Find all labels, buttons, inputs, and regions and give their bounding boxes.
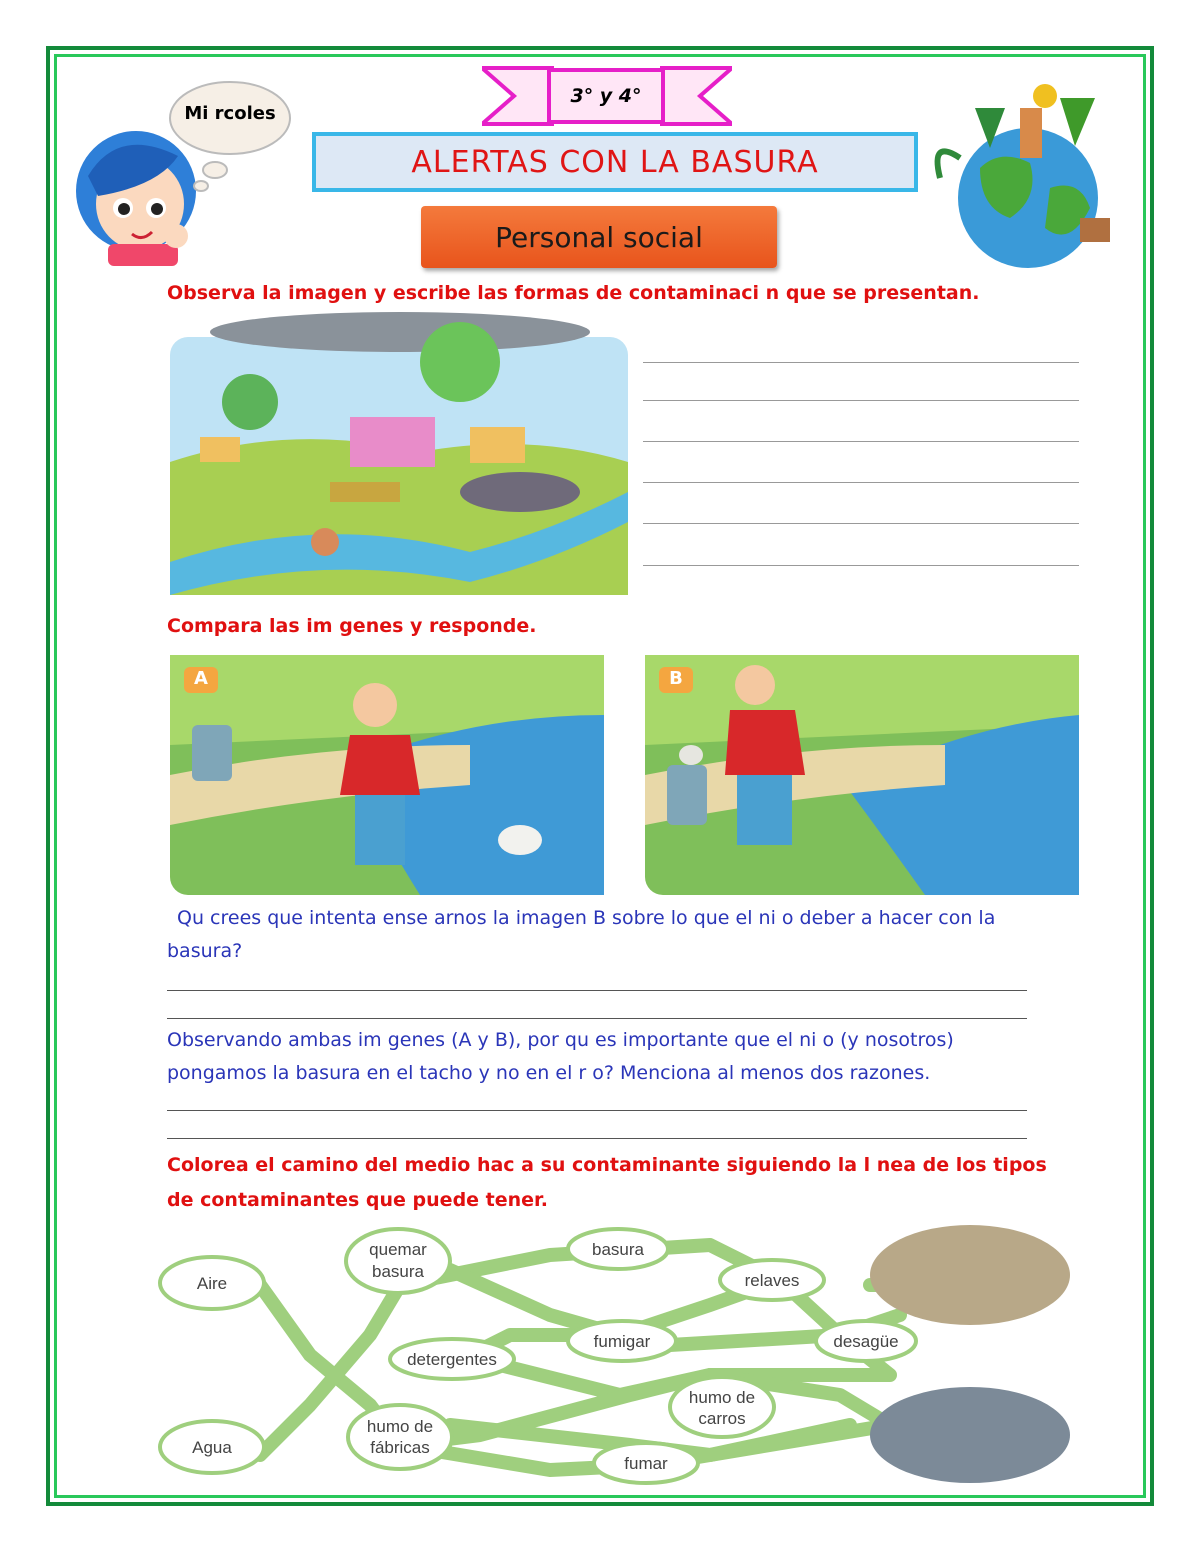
answer-line-5[interactable] [643, 523, 1079, 524]
thought-bubble [165, 78, 295, 198]
node-desague: desagüe [833, 1332, 899, 1351]
node-agua: Agua [192, 1438, 232, 1457]
pollutant-maze[interactable] [150, 1225, 1080, 1490]
grade-tag: 3° y 4° [547, 68, 665, 124]
factory-smoke-photo [870, 1387, 1070, 1483]
node-humo-carros-line1: humo de [688, 1388, 756, 1407]
answer-line-q2-b[interactable] [167, 1138, 1027, 1139]
answer-line-q1-b[interactable] [167, 1018, 1027, 1019]
question-2: Observando ambas im genes (A y B), por qu es importante que el ni o (y nosotros) pongamos la basura en el tacho y no en el r o? Menciona al menos dos razones. [167, 1029, 954, 1084]
instruction-observe: Observa la imagen y escribe las formas de contaminaci n que se presentan. [167, 282, 980, 304]
node-quemar-basura-line1: quemar [369, 1240, 427, 1259]
node-basura: basura [592, 1240, 644, 1259]
node-humo-fabricas-line2: fábricas [370, 1438, 430, 1457]
photo-b [645, 655, 1079, 895]
photo-b-label: B [669, 668, 683, 689]
node-quemar-basura-line2: basura [372, 1262, 424, 1281]
landfill-photo [870, 1225, 1070, 1325]
instruction-compare: Compara las im genes y responde. [167, 615, 537, 637]
subject-label: Personal social [421, 206, 777, 268]
node-humo-carros-line2: carros [698, 1409, 746, 1428]
node-relaves: relaves [744, 1271, 800, 1290]
answer-line-3[interactable] [643, 441, 1079, 442]
answer-line-6[interactable] [643, 565, 1079, 566]
node-humo-fabricas-line1: humo de [366, 1417, 434, 1436]
answer-line-4[interactable] [643, 482, 1079, 483]
node-fumigar: fumigar [593, 1332, 651, 1351]
node-aire: Aire [196, 1274, 228, 1293]
answer-line-q2-a[interactable] [167, 1110, 1027, 1111]
answer-line-1[interactable] [643, 362, 1079, 363]
node-detergentes: detergentes [407, 1350, 497, 1369]
earth-illustration [920, 78, 1138, 268]
pollution-scene-image [170, 312, 630, 597]
node-fumar: fumar [624, 1454, 668, 1473]
answer-line-2[interactable] [643, 400, 1079, 401]
page-title: ALERTAS CON LA BASURA [312, 132, 918, 192]
thought-bubble-text: Mi rcoles [184, 103, 276, 124]
photo-a-label: A [194, 668, 208, 689]
answer-line-q1-a[interactable] [167, 990, 1027, 991]
photo-a [170, 655, 604, 895]
instruction-color-path: Colorea el camino del medio hac a su contaminante siguiendo la l nea de los tipos de contaminantes que puede tener. [167, 1154, 1047, 1211]
question-1: Qu crees que intenta ense arnos la imagen B sobre lo que el ni o deber a hacer con la basura? [167, 907, 996, 962]
